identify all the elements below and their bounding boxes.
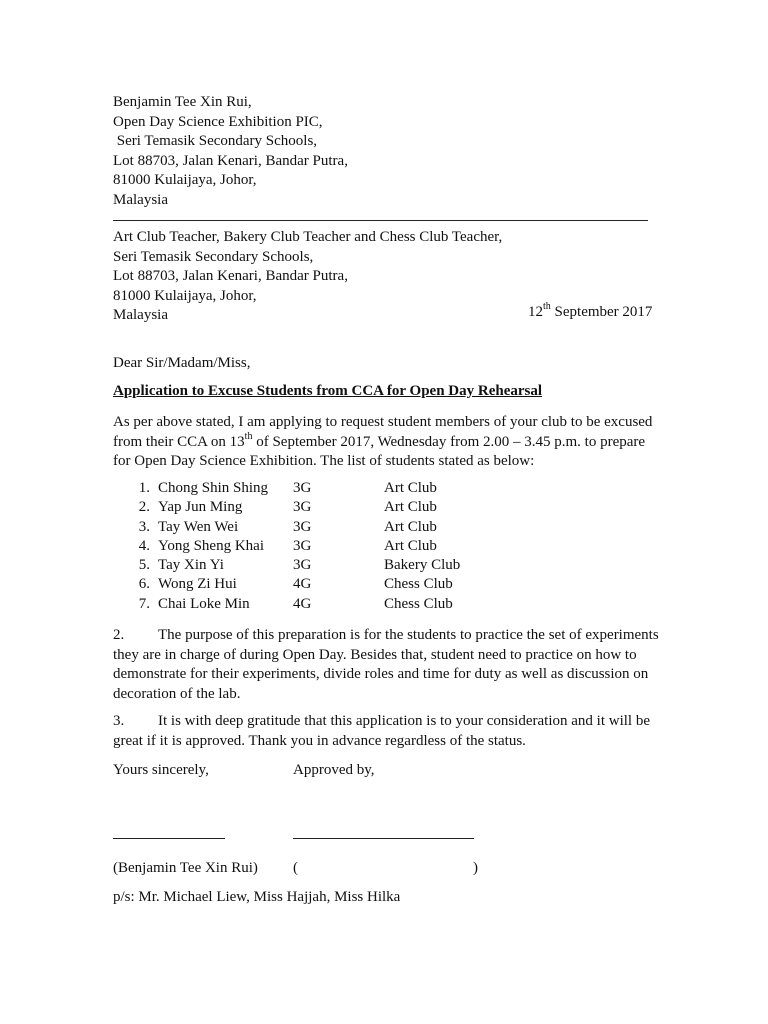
student-club: Chess Club (384, 576, 453, 593)
recipient-role: Art Club Teacher, Bakery Club Teacher and Chess Club Teacher, (113, 229, 503, 245)
para3-line-1-text: It is with deep gratitude that this application is to your consideration and it will be (158, 713, 650, 729)
student-club: Bakery Club (384, 557, 461, 574)
approver-open-paren: ( (293, 860, 298, 876)
sender-signature-name: (Benjamin Tee Xin Rui) (113, 860, 258, 876)
student-name: Yap Jun Ming (158, 499, 243, 516)
intro-paragraph (113, 413, 658, 472)
student-number: 2. (138, 499, 150, 516)
intro-line-3: for Open Day Science Exhibition. The list of students stated as below: (113, 453, 535, 469)
para2-line-2: they are in charge of during Open Day. Besides that, student need to practice on how to (113, 646, 637, 663)
student-name: Wong Zi Hui (158, 576, 237, 593)
student-number: 4. (138, 537, 150, 554)
postscript: p/s: Mr. Michael Liew, Miss Hajjah, Miss Hilka (113, 889, 401, 905)
sender-school: Seri Temasik Secondary Schools, (113, 133, 318, 149)
sender-country: Malaysia (113, 191, 168, 208)
intro-line-1: As per above stated, I am applying to request student members of your club to be excused (113, 414, 653, 430)
para3-line-2: great if it is approved. Thank you in advance regardless of the status. (113, 732, 526, 749)
salutation: Dear Sir/Madam/Miss, (113, 355, 251, 371)
sender-block (113, 93, 348, 210)
letter-date (528, 301, 653, 321)
student-class: 3G (293, 480, 312, 496)
sender-address1: Lot 88703, Jalan Kenari, Bandar Putra, (113, 152, 348, 169)
paragraph-3 (113, 712, 658, 751)
student-class: 4G (293, 595, 312, 612)
sender-role: Open Day Science Exhibition PIC, (113, 113, 323, 130)
intro-line-2 (113, 430, 658, 453)
para3-number: 3. (113, 713, 125, 729)
intro-line-2a: from their CCA on 13 (113, 433, 245, 450)
student-class: 3G (293, 537, 312, 554)
student-club: Chess Club (384, 595, 453, 612)
approved-by: Approved by, (293, 762, 375, 778)
date-day: 12 (528, 304, 543, 320)
paragraph-2 (113, 626, 658, 704)
divider-line (113, 220, 648, 221)
recipient-block (113, 228, 502, 326)
student-club: Art Club (384, 537, 437, 554)
student-number: 6. (138, 576, 150, 593)
student-name: Tay Wen Wei (158, 518, 239, 535)
yours-sincerely: Yours sincerely, (113, 762, 209, 778)
recipient-country: Malaysia (113, 307, 168, 323)
intro-line-2b: of September 2017, Wednesday from 2.00 – 3.45 p.m. to prepare (252, 433, 646, 450)
student-name: Chai Loke Min (158, 595, 250, 612)
student-class: 3G (293, 518, 312, 535)
para2-number: 2. (113, 627, 125, 643)
para3-line-1 (113, 712, 658, 732)
student-number: 3. (138, 518, 150, 535)
sender-name: Benjamin Tee Xin Rui, (113, 94, 252, 110)
intro-line-2-sup: th (244, 430, 253, 442)
student-class: 4G (293, 576, 312, 593)
date-rest: September 2017 (550, 304, 653, 320)
para2-line-4: decoration of the lab. (113, 685, 241, 702)
student-club: Art Club (384, 499, 437, 516)
approver-signature-line (293, 838, 474, 839)
student-number: 1. (138, 480, 150, 496)
student-club: Art Club (384, 480, 437, 496)
approver-close-paren: ) (473, 860, 478, 876)
student-class: 3G (293, 557, 312, 574)
recipient-school: Seri Temasik Secondary Schools, (113, 248, 314, 265)
para2-line-3: demonstrate for their experiments, divide roles and time for duty as well as discussion on (113, 666, 649, 682)
sender-address2: 81000 Kulaijaya, Johor, (113, 172, 257, 188)
para2-line-1 (113, 626, 658, 646)
student-club: Art Club (384, 518, 437, 535)
date-suffix: th (543, 301, 551, 312)
subject-line: Application to Excuse Students from CCA for Open Day Rehearsal (113, 383, 543, 399)
student-number: 5. (138, 557, 150, 574)
recipient-address2: 81000 Kulaijaya, Johor, (113, 287, 257, 304)
student-name: Chong Shin Shing (158, 480, 269, 496)
sender-signature-line (113, 838, 225, 839)
student-name: Yong Sheng Khai (158, 537, 264, 554)
recipient-address1: Lot 88703, Jalan Kenari, Bandar Putra, (113, 268, 348, 284)
student-number: 7. (138, 595, 150, 612)
student-class: 3G (293, 499, 312, 516)
student-name: Tay Xin Yi (158, 557, 224, 574)
para2-line-1-text: The purpose of this preparation is for the students to practice the set of experiments (158, 627, 659, 643)
